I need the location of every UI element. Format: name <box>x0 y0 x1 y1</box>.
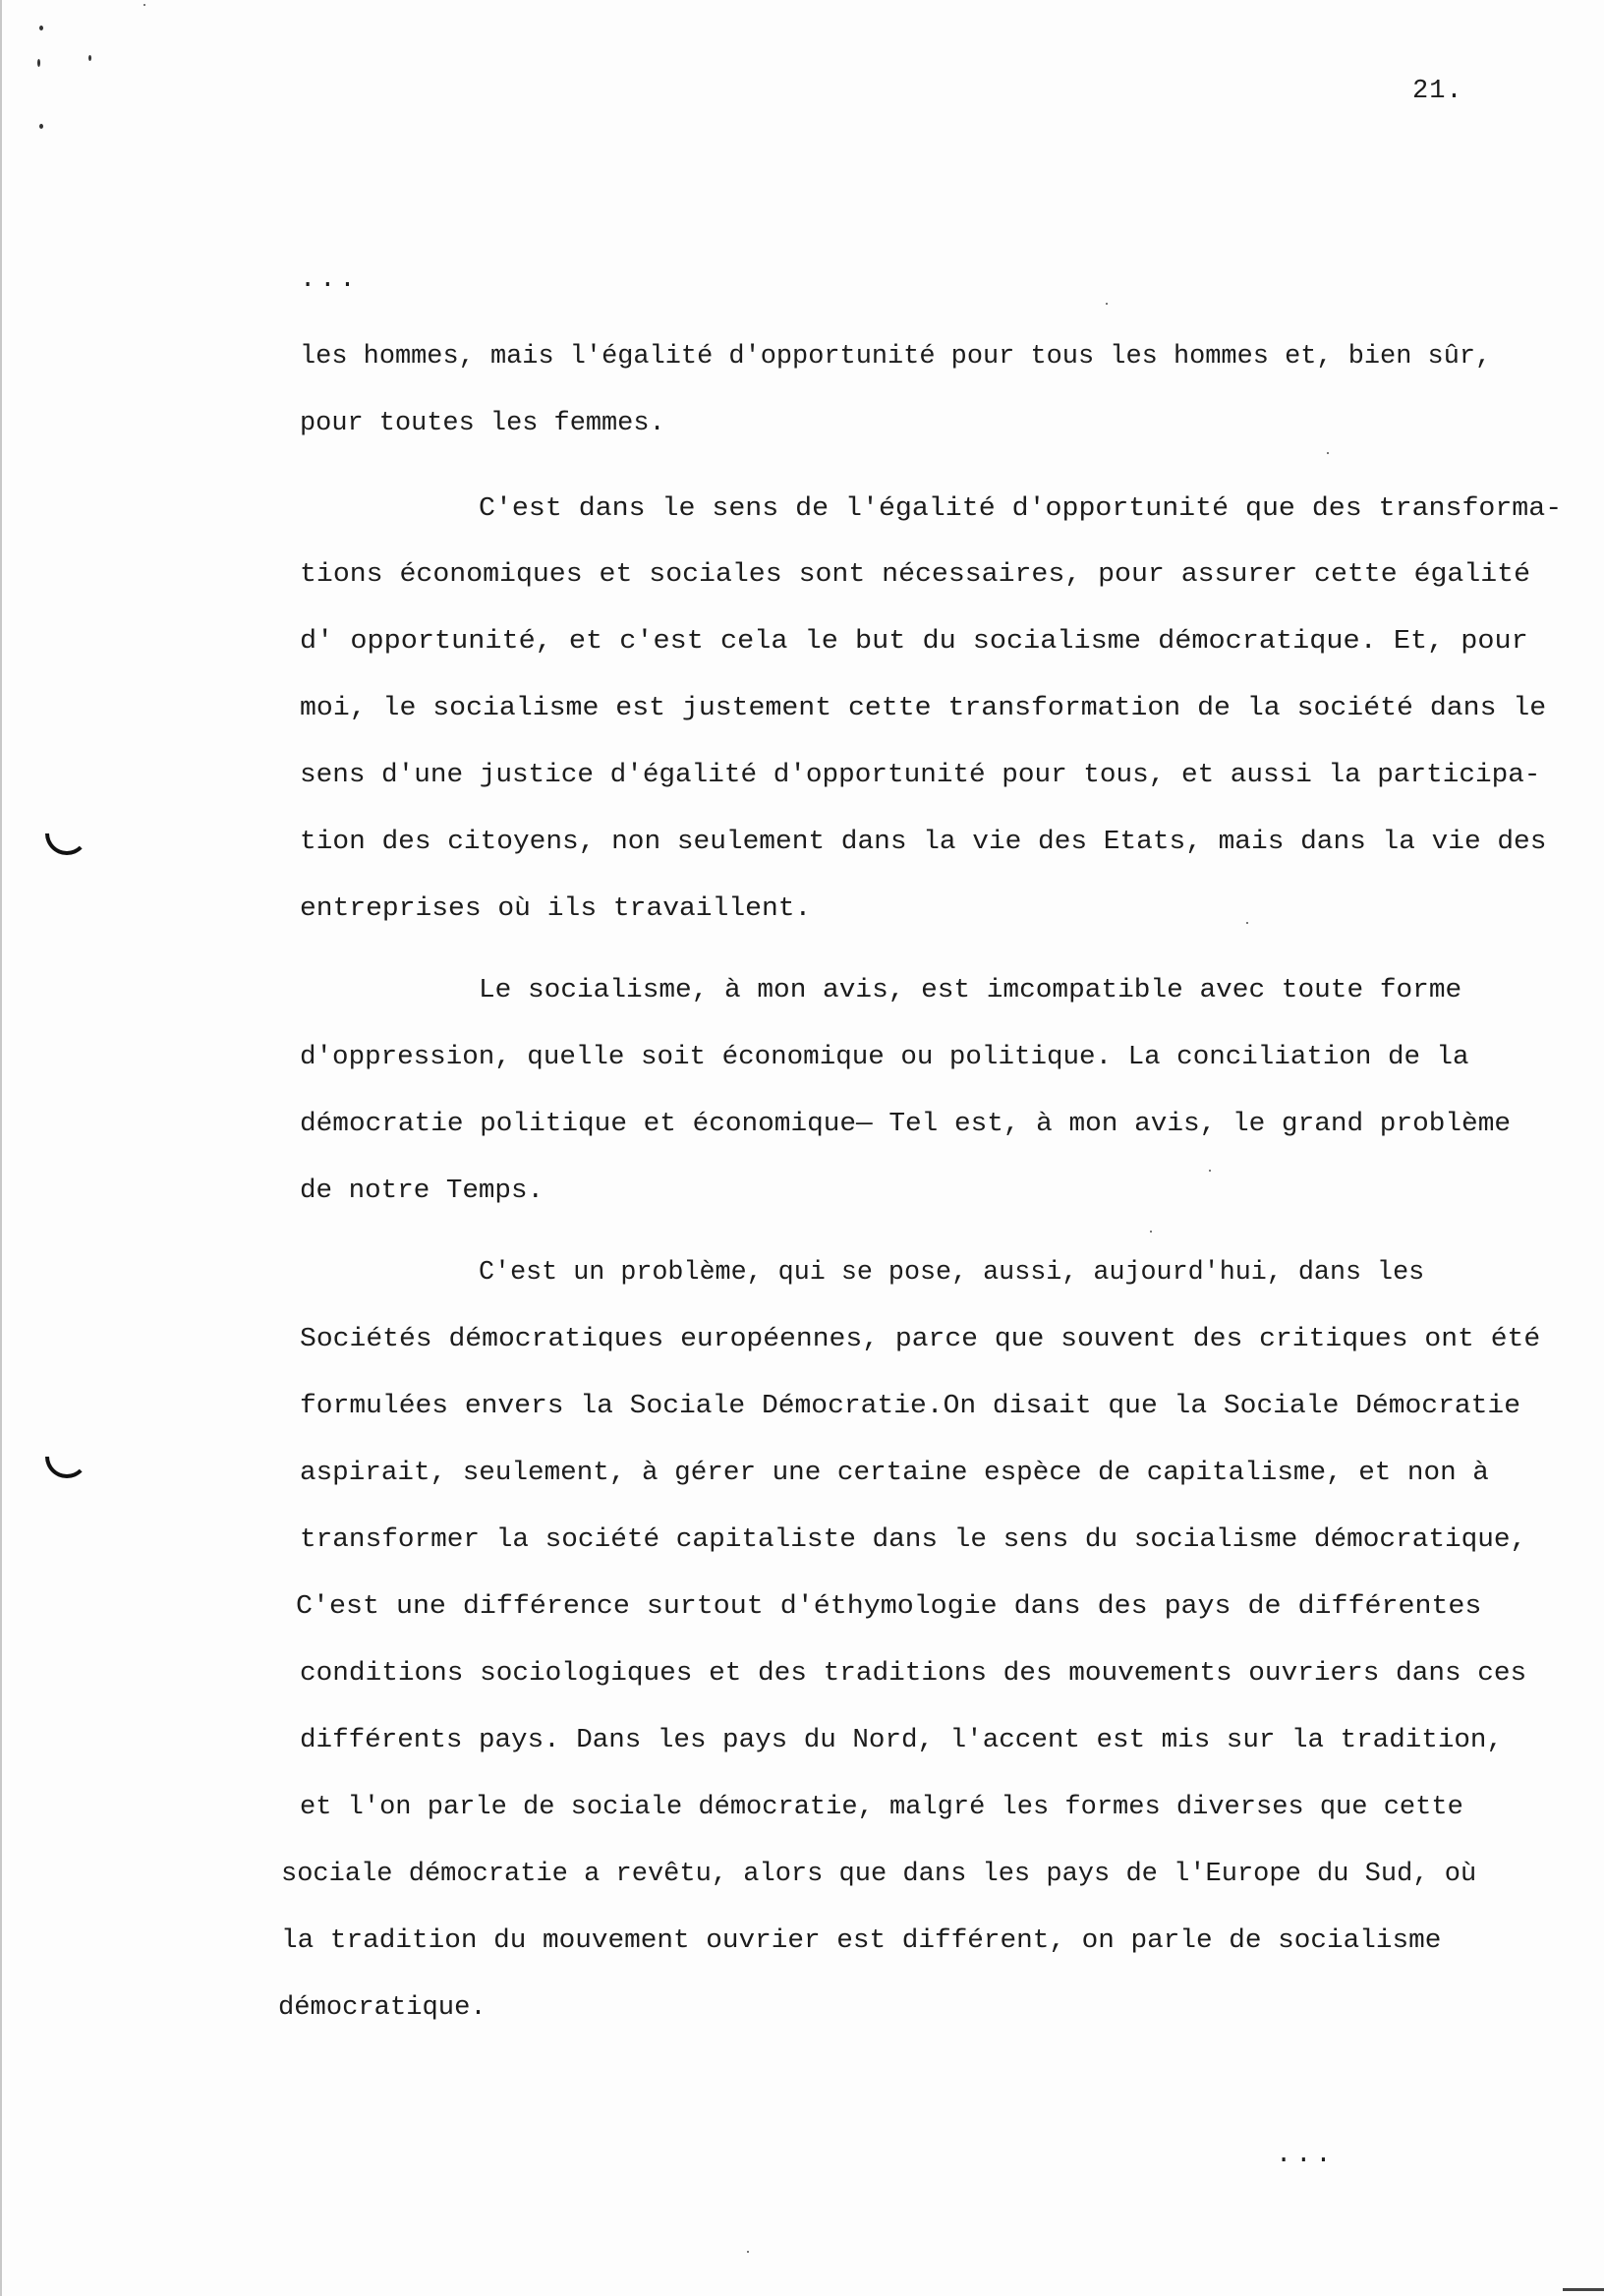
text-line: différents pays. Dans les pays du Nord, l'accent est mis sur la tradition, <box>300 1726 1503 1755</box>
punch-hole-mark <box>45 1457 88 1478</box>
scan-dot <box>39 124 43 129</box>
text-line: démocratie politique et économique— Tel est, à mon avis, le grand problème <box>300 1110 1511 1139</box>
text-line: et l'on parle de sociale démocratie, malgré les formes diverses que cette <box>300 1793 1463 1822</box>
text-line: C'est une différence surtout d'éthymologie dans des pays de différentes <box>296 1592 1482 1622</box>
text-line: tions économiques et sociales sont nécessaires, pour assurer cette égalité <box>300 560 1530 590</box>
text-line: d'oppression, quelle soit économique ou politique. La conciliation de la <box>300 1043 1469 1072</box>
text-line: formulées envers la Sociale Démocratie.On disait que la Sociale Démocratie <box>300 1392 1520 1421</box>
scan-speck <box>747 2251 749 2253</box>
text-line: transformer la société capitaliste dans le sens du socialisme démocratique, <box>300 1525 1527 1555</box>
text-line: aspirait, seulement, à gérer une certaine espèce de capitalisme, et non à <box>300 1459 1489 1488</box>
text-line: moi, le socialisme est justement cette transformation de la société dans le <box>300 694 1547 723</box>
punch-hole-mark <box>45 833 88 855</box>
scan-speck <box>143 4 145 6</box>
text-line: d' opportunité, et c'est cela le but du socialisme démocratique. Et, pour <box>300 627 1528 657</box>
scan-left-edge <box>0 0 2 2296</box>
scan-speck <box>1327 452 1329 454</box>
text-line: Le socialisme, à mon avis, est imcompatible avec toute forme <box>479 976 1462 1005</box>
text-line: pour toutes les femmes. <box>300 409 665 438</box>
continuation-marker-top: ... <box>300 265 360 295</box>
scan-corner-mark <box>1563 2288 1604 2291</box>
scan-speck <box>1106 303 1108 305</box>
text-line: sociale démocratie a revêtu, alors que dans les pays de l'Europe du Sud, où <box>281 1860 1477 1889</box>
scan-speck <box>1246 922 1248 924</box>
scan-speck <box>1209 1170 1211 1172</box>
page-number: 21. <box>1412 77 1463 106</box>
text-line: C'est dans le sens de l'égalité d'opportunité que des transforma- <box>479 494 1563 524</box>
text-line: sens d'une justice d'égalité d'opportunité pour tous, et aussi la participa- <box>300 761 1541 790</box>
text-line: conditions sociologiques et des traditions des mouvements ouvriers dans ces <box>300 1659 1527 1689</box>
scan-dot <box>37 59 40 67</box>
text-line: la tradition du mouvement ouvrier est différent, on parle de socialisme <box>281 1926 1442 1956</box>
scan-dot <box>88 55 91 61</box>
text-line: tion des citoyens, non seulement dans la vie des Etats, mais dans la vie des <box>300 828 1547 857</box>
continuation-marker-bottom: ... <box>1276 2141 1336 2170</box>
text-line: C'est un problème, qui se pose, aussi, aujourd'hui, dans les <box>479 1258 1425 1288</box>
scan-speck <box>1150 1231 1152 1233</box>
scan-dot <box>39 26 43 30</box>
text-line: de notre Temps. <box>300 1177 544 1206</box>
text-line: les hommes, mais l'égalité d'opportunité pour tous les hommes et, bien sûr, <box>300 342 1492 372</box>
text-line: démocratique. <box>278 1993 487 2023</box>
text-line: entreprises où ils travaillent. <box>300 894 812 924</box>
text-line: Sociétés démocratiques européennes, parce que souvent des critiques ont été <box>300 1325 1541 1354</box>
